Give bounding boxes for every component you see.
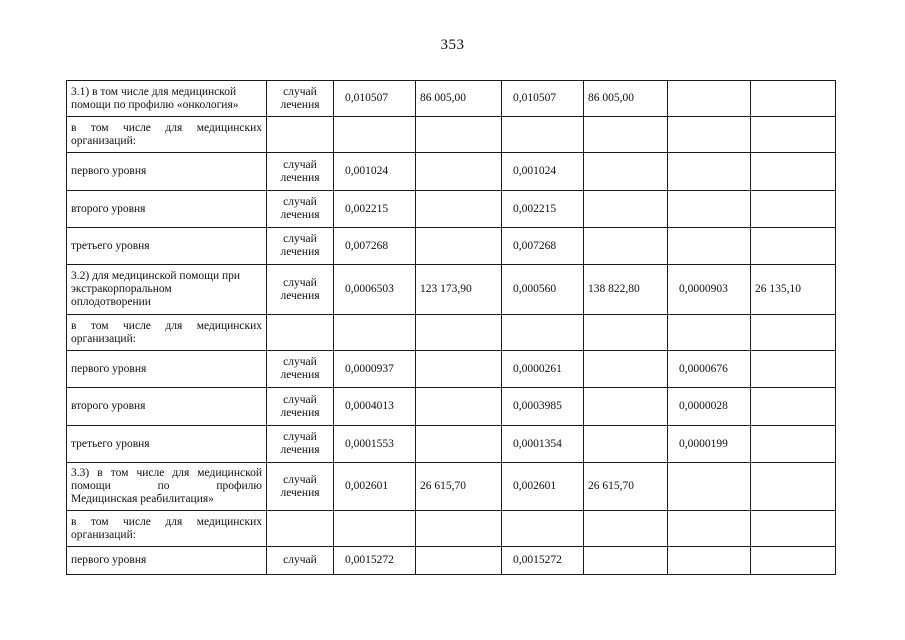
value-cell [584, 388, 668, 426]
unit-cell [267, 351, 334, 388]
value-cell: 0,0001553 [334, 426, 416, 463]
row-name-line: в том числе для медицинских [71, 319, 262, 332]
value-cell [502, 315, 584, 351]
value-cell: 0,0000261 [502, 351, 584, 388]
value-cell [584, 117, 668, 153]
value-cell: 26 615,70 [416, 463, 502, 511]
value-cell [668, 228, 751, 265]
row-name-cell [67, 463, 267, 511]
row-name-line: первого уровня [71, 165, 147, 177]
row-name-line: 3.1) в том числе для медицинской [71, 85, 237, 98]
table-row [67, 81, 836, 117]
unit-line: случай [283, 158, 317, 171]
value-cell: 0,002215 [334, 191, 416, 228]
unit-cell [267, 315, 334, 351]
value-cell: 86 005,00 [584, 81, 668, 117]
value-cell: 0,0000028 [668, 388, 751, 426]
table-row [67, 315, 836, 351]
value-cell [751, 315, 836, 351]
value-cell [416, 547, 502, 575]
row-name-cell [67, 547, 267, 575]
value-cell [584, 547, 668, 575]
data-table [66, 80, 836, 575]
value-cell [751, 388, 836, 426]
unit-cell [267, 511, 334, 547]
row-name-cell [67, 153, 267, 191]
value-cell [584, 228, 668, 265]
row-name-line: третьего уровня [71, 437, 150, 450]
row-name-line: в том числе для медицинских [71, 121, 262, 134]
value-cell: 0,010507 [334, 81, 416, 117]
row-name-cell [67, 117, 267, 153]
value-cell [416, 117, 502, 153]
unit-line: случай [283, 233, 317, 245]
table-row [67, 547, 836, 575]
value-cell [334, 315, 416, 351]
row-name-line: помощи по профилю «онкология» [71, 98, 239, 111]
unit-cell [267, 153, 334, 191]
value-cell: 26 615,70 [584, 463, 668, 511]
value-cell: 0,007268 [334, 228, 416, 265]
unit-line: случай [283, 196, 317, 208]
row-name-line: помощи по профилю [71, 480, 262, 492]
value-cell: 138 822,80 [584, 265, 668, 315]
unit-line: лечения [280, 246, 320, 258]
value-cell [416, 426, 502, 463]
value-cell: 0,0003985 [502, 388, 584, 426]
value-cell [668, 191, 751, 228]
value-cell [751, 426, 836, 463]
table-row [67, 228, 836, 265]
value-cell: 0,0015272 [334, 547, 416, 575]
value-cell [584, 351, 668, 388]
row-name-line: первого уровня [71, 362, 147, 375]
row-name-line: первого уровня [71, 554, 147, 566]
row-name-line: 3.3) в том числе для медицинской [71, 467, 262, 479]
value-cell [416, 228, 502, 265]
unit-line: лечения [280, 171, 320, 184]
table-row [67, 463, 836, 511]
value-cell [584, 153, 668, 191]
table-row [67, 117, 836, 153]
row-name-line: третьего уровня [71, 239, 150, 252]
value-cell: 26 135,10 [751, 265, 836, 315]
value-cell [668, 511, 751, 547]
value-cell: 0,0000199 [668, 426, 751, 463]
value-cell: 0,002601 [334, 463, 416, 511]
value-cell [416, 191, 502, 228]
value-cell: 0,0004013 [334, 388, 416, 426]
table-row [67, 511, 836, 547]
value-cell [751, 117, 836, 153]
value-cell [751, 547, 836, 575]
unit-line: лечения [280, 289, 320, 302]
unit-cell [267, 81, 334, 117]
unit-cell [267, 426, 334, 463]
unit-cell [267, 117, 334, 153]
value-cell [584, 315, 668, 351]
row-name-cell [67, 265, 267, 315]
unit-line: лечения [280, 209, 320, 221]
row-name-line: организаций: [71, 332, 136, 345]
table-row [67, 265, 836, 315]
value-cell [668, 547, 751, 575]
unit-cell [267, 463, 334, 511]
value-cell: 0,007268 [502, 228, 584, 265]
unit-line: случай [283, 473, 317, 486]
value-cell [416, 315, 502, 351]
row-name-line: экстракорпоральном [71, 283, 172, 295]
value-cell [751, 191, 836, 228]
page-number: 353 [440, 37, 465, 53]
value-cell [584, 426, 668, 463]
row-name-line: в том числе для медицинских [71, 515, 262, 528]
unit-line: случай [283, 554, 317, 566]
table-body [67, 81, 836, 575]
row-name-line: второго уровня [71, 400, 146, 412]
value-cell: 0,0015272 [502, 547, 584, 575]
row-name-cell [67, 315, 267, 351]
row-name-line: второго уровня [71, 202, 146, 215]
value-cell: 0,001024 [334, 153, 416, 191]
value-cell: 0,010507 [502, 81, 584, 117]
value-cell: 0,002215 [502, 191, 584, 228]
unit-line: лечения [280, 98, 320, 111]
row-name-line: организаций: [71, 528, 136, 541]
value-cell [668, 463, 751, 511]
value-cell: 0,001024 [502, 153, 584, 191]
unit-line: случай [283, 356, 317, 368]
unit-line: случай [283, 85, 317, 98]
table-row [67, 388, 836, 426]
row-name-line: оплодотворении [71, 296, 151, 308]
table-row [67, 426, 836, 463]
row-name-line: Медицинская реабилитация» [71, 493, 214, 505]
value-cell: 0,0000903 [668, 265, 751, 315]
value-cell: 0,0000676 [668, 351, 751, 388]
value-cell [334, 117, 416, 153]
row-name-line: организаций: [71, 134, 136, 147]
value-cell [751, 463, 836, 511]
value-cell [751, 228, 836, 265]
row-name-cell [67, 351, 267, 388]
table-row [67, 153, 836, 191]
value-cell [584, 511, 668, 547]
unit-cell [267, 388, 334, 426]
unit-cell [267, 228, 334, 265]
value-cell: 0,000560 [502, 265, 584, 315]
value-cell [334, 511, 416, 547]
unit-line: случай [283, 393, 317, 406]
value-cell [668, 315, 751, 351]
unit-line: лечения [280, 486, 320, 499]
unit-line: лечения [280, 444, 320, 456]
value-cell [416, 511, 502, 547]
value-cell: 0,0006503 [334, 265, 416, 315]
row-name-line: 3.2) для медицинской помощи при [71, 270, 241, 282]
value-cell [416, 388, 502, 426]
unit-line: случай [283, 276, 317, 289]
value-cell [502, 511, 584, 547]
row-name-cell [67, 388, 267, 426]
value-cell [751, 351, 836, 388]
value-cell: 0,002601 [502, 463, 584, 511]
unit-line: лечения [280, 369, 320, 381]
unit-cell [267, 265, 334, 315]
value-cell: 123 173,90 [416, 265, 502, 315]
row-name-cell [67, 81, 267, 117]
value-cell [751, 81, 836, 117]
value-cell [668, 117, 751, 153]
table-row [67, 351, 836, 388]
value-cell [416, 351, 502, 388]
unit-line: случай [283, 431, 317, 443]
value-cell [668, 81, 751, 117]
value-cell: 0,0000937 [334, 351, 416, 388]
unit-cell [267, 547, 334, 575]
row-name-cell [67, 228, 267, 265]
value-cell [502, 117, 584, 153]
row-name-cell [67, 191, 267, 228]
value-cell [751, 511, 836, 547]
unit-cell [267, 191, 334, 228]
value-cell: 0,0001354 [502, 426, 584, 463]
unit-line: лечения [280, 406, 320, 419]
row-name-cell [67, 426, 267, 463]
value-cell [416, 153, 502, 191]
value-cell [668, 153, 751, 191]
row-name-cell [67, 511, 267, 547]
value-cell [751, 153, 836, 191]
table-row [67, 191, 836, 228]
value-cell: 86 005,00 [416, 81, 502, 117]
value-cell [584, 191, 668, 228]
